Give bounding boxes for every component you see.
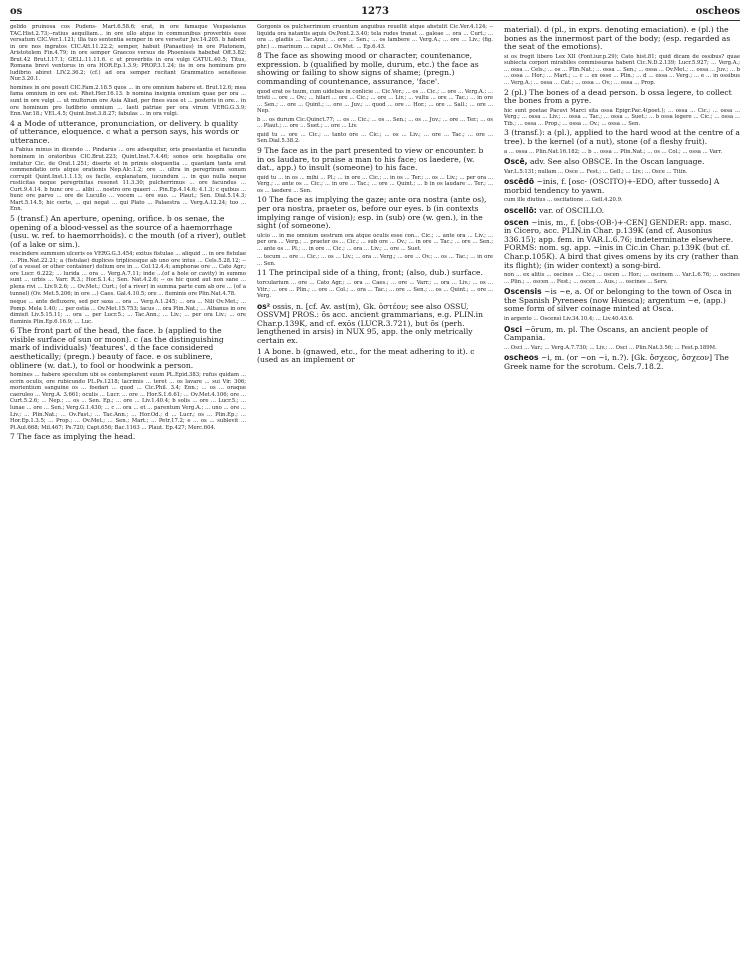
entry-text: ~is ~e, a. Of or belonging to the town of Osca in the Spanish Pyrenees (now Huesca); argentum ~e, (app.) some form of silver coinage minted at Osca. <box>504 287 732 314</box>
sense-definition: 6 The front part of the head, the face. b (applied to the visible surface of sun or moon). c (as the distinguishing mark of individuals) 'features'. d the face considered aesthetically; (pregn.) beauty of face. e os sublinere, oblinere (w. dat.), to fool or hoodwink a person. <box>10 326 224 370</box>
sense-definition: 3 (transf.): a (pl.), applied to the hard wood at the centre of a tree). b the kernel (of a nut), stone (of a fleshy fruit). <box>504 128 740 146</box>
sense-definition: 4 a Mode of utterance, pronunciation, or delivery. b quality of utterance, eloquence. c what a person says, his words or utterance. <box>10 118 240 145</box>
citation-paragraph: si os fregit libero Lex XII (Font.iur.p.29); Cato hist.81; quid dicam de ossibus? quae subiecta corpori mirabiles commissuras habent Cic.N.D.2.139; Lucr.5.927; ... Verg.A.; ... ossa ... Cels.; ... os ... Plin.Nat.; ... ossa ... Sen.; ... ossa ... Ov.Met.; ... ossa ... Juv.; ... b ... ossa ... Hor.; ... Mart.; ... c ... ex osse ... Plin.; ... d ... ossa ... Verg.; ... e ... in ossibus ... Verg.A.; ... ossa ... Cat.; ... ossa ... Ov.; ... ossa ... Prop. <box>504 53 740 86</box>
headword: Oscensis <box>504 287 542 297</box>
citation-paragraph: a Fabius minus in dicendo ... Pindarus ... ore adsequitur, oris praestantia et facundia hominem in oratoribus CIC.Brut.223; Quint.Inst.7.4.46; sonos oris hospitalia ore imitatur Cic. de Orat.1.251; diserte et in primis eloquentia ... quantam tanta erat commendatio oris atque orationis Nep.Alc.1.2; ore ... ultra in peregrinum sonum corrupit Quint.Inst.1.1.13; os facile, explanatum, iucundum ... in quo nulla neque rusticitas neque peregrinitas resonet 11.3.30; pulcherrimus ... ore facundus ... Curt.9.4.14. b hunc ore ... alibi ... nostro ore quaeri ... Pin.Ep.4.14.6; 4.1.3; c quibus ... hunc ore parvo ... ore de Lucullo ... vocem ... ore suo. ... Plaut.; Sen. Dial.5.14.3; Mart.5.14.5; hic certe, ... qui negat ... qui Plato ... Palaestra ... Verg.A.12.24; tuo ... Enn. <box>10 147 246 213</box>
citation-paragraph: ulcio ... in me omnium uestrum ora atque oculis esse con... Cic.; ... ante ora ... Liv.; ... per ora ... Verg.; ... praeter os ... Cic.; ... sub ore ... Ov.; ... in ore ... Tac.; ... ore ... Sen.; ... ante os ... Pl.; ... in ore ... Cic.; ... ora ... Liv.; ... ore ... Suet. <box>257 232 493 252</box>
citation-paragraph: rescindere summum ulceris os VERG.G.3.454; exitus fistulae ... aliquid ... in ore fistulae ... Plin.Nat.22.21; a (fistulae) duplices triplicesque ab uno ore intus ... Cels.5.28.12; -- (of a vessel or other container) dolium ore in ... Col.12.4.4; amphorae ore ... Cato Agr.; ore Lucr. 6.222; ... lurida ... ora ... Verg.A.7.11; inde ...(of a hole or cavity) in summo sunt ... urbis ... Varr. R.3.; Hor.S.1.4.; Sen. Nat.4.2.6; -- os hic quod aut non sane ... plena rivi ... Liv.9.2.6; ... Ov.Met.; Curt.; (of a river) in summa parte cum ab ore ... (of a tunnel) (Ov. Met.5.206; in ore ...) Caes. Gal.4.10.5; ore ... fluminis ore Plin.Nat.4.78. <box>10 251 246 297</box>
citation-paragraph: neque ... ante defluxere, sed per saxa ... ora ... Verg.A.1.245; ... ora ... Nili Ov.Met.; ... Pomp. Mela 1.40; ... per ostia ... Ov.Met.15.753; lacus ... ora Plin.Nat.; ... Albanus in ore dimisit Liv.5.15.11; ... ora ... per Lucr.5.; ... Tac.Ann.; ... Liv.; ... per ora Liv.; ... ore fluminis Plin.Ep.6.16.9; ... Luc. <box>10 299 246 325</box>
entry-lemma <box>504 207 740 216</box>
citation-paragraph: quid tu ... ore ... Cic.; ... tanto ore ... Cic.; ... os ... Liv.; ... ore ... Tac.; ... ore ... Sen.Dial.5.38.2. <box>257 131 493 145</box>
sense-definition: 10 The face as implying the gaze; ante ora nostra (ante os), per ora nostra, praeter os, before our eyes. b (in contexts implying range of vision); esp. in (sub) ore (w. gen.), in the sight (of someone). <box>257 195 487 231</box>
entry-lemma <box>504 288 740 314</box>
headword: oscellō: <box>504 205 537 215</box>
headword: os² <box>257 301 271 311</box>
sense-definition: material). d (pl., in exprs. denoting emaciation). e (pl.) the bones as the innermost part of the body; (esp. regarded as the seat of the emotions). <box>504 25 731 52</box>
citation-paragraph: cum ille diutius ... oscitatione ... Gell.4.20.9. <box>504 197 623 204</box>
sense-definition: 2 (pl.) The bones of a dead person. b ossa legere, to collect the bones from a pyre. <box>504 87 732 106</box>
entry-lemma <box>504 158 740 167</box>
citation-paragraph: Gorgonis os pulcherrimum cruentum anguibus reuellit atque abstulit Cic.Ver.4.124; -- liquida ora natantis aquis Ov.Pont.2.3.40; tela rudes tranat ... galeae ... ora ... Curt.; ... ora ... gladiis ... Tac.Ann.; ... ore ... Sen.; ... os lambere ... Verg.A.; ... ore ... Liv.; (fig. phr.) ... marinum ... caput ... Ov.Met. ... Ep.6.43. <box>257 24 493 50</box>
entry-text: ~i, m. (or ~on ~i, n.?). [Gk. ὄσχεος, ὄσχεον] The Greek name for the scrotum. Cels.7.18.2. <box>504 353 729 371</box>
entry-lemma <box>257 303 493 346</box>
entry-lemma <box>504 178 740 195</box>
citation-paragraph: in argento ... Oscensi Liv.34.10.4; ... Liv.40.43.6. <box>504 315 634 322</box>
citation-paragraph: Var.L.5.131; nullam ... Osce ... Fest.; ... Gell.; ... Liv.; ... Osce ... Titin. <box>504 168 688 175</box>
sense-definition: 11 The principal side of a thing, front; (also, dub.) surface. <box>257 268 483 278</box>
entry-text: ~ōrum, m. pl. The Oscans, an ancient people of Campania. <box>504 324 708 343</box>
citation-paragraph: non ... ex alitis ... oscines ... Cic.; ... oscen ... Hor.; ... oscinem ... Var.L.6.76; ... oscines ... Plin.; ... oscen ... Fest.; ... oscen ... Aus.; ... oscines ... Serv. <box>504 272 740 285</box>
sense-definition: 7 The face as implying the head. <box>10 432 136 442</box>
entry-text: var. of OSCILLO. <box>539 205 605 215</box>
header-rule <box>10 20 740 21</box>
column-left <box>10 24 246 957</box>
page-number: 1273 <box>361 6 389 17</box>
citation-paragraph: torcularium ... ore ... Cato Agr.; ... ora ... Caes.; ... ore ... Varr.; ... ora ... Liv.; ... os ... Vitr.; ... ore ... Plin.; ... ore ... Col.; ... ora ... Tac.; ... ore ... Sen.; ... os ... Quint.; ... ore ... Verg. <box>257 280 493 300</box>
entry-text: ossis, n. [cf. Av. ast(m), Gk. ὀστέον; see also OSSU, OSSVM] PROS.: ŏs acc. ancient grammarians, e.g. PLIN.in Char.p.139K, and cf. exōs (LUCR.3.721), but ŏs (perh. lengthened in arsis) in NUX 95, app. the only metrically certain ex. <box>257 301 483 346</box>
column-middle <box>257 24 493 957</box>
running-head-left: os <box>10 6 23 17</box>
entry-text: ~inis, f. [osc- (OSCITO)+-EDO, after tussedo] A morbid tendency to yawn. <box>504 177 720 195</box>
sense-definition: 8 The face as showing mood or character, countenance, expression. b (qualified by molle, durum, etc.) the face as showing or failing to show signs of shame; (pregn.) commanding of countenance, assurance, 'face'. <box>257 51 479 86</box>
sense-definition: 5 (transf.) An aperture, opening, orifice. b os senae, the opening of a blood-vessel as the source of a haemorrhage (usu. w. ref. to haemorrhoids). c the mouth (of a river), outlet (of a lake or sim.). <box>10 213 246 249</box>
citation-paragraph: homines ... habere speculum ubi os contemplarent suum PL.Epid.383; rufus quidam ... ecrin oculis, ore rubicundo PL.Ps.1218; lacrimis ... teret ... os lavare ... sui Vir. 306; morientium sanguine os ... foedari ... quod ... Cic.Phil. 3.4; Enn.; ... os ... oraque caeruleo ... Verg.A. 3.661; oculis ... Lucr. ... ore ... Hor.S.1.6.61; ... Ov.Met.4.106; ore ... Curt.5.2.6; ... Nep.; ... os ... Sen. Ep.; ... ore ... Liv.1.40.4; b solis ... ore ... Lucr.5.; ... lunae ... ore ... Sen.; Verg.G.1.430; ... c ... ora ... et ... parentum Verg.A.; ... uno ... ore ... Liv.; ... Plin.Nat.; ... Ov.Fast.; ... Tac.Ann.; ... Hor.Od.; d ... Lucr.; os ... Plin.Ep.; ... Hor.Ep.1.3.5; ... Prop.; ... Ov.Met.; ... Sen.; Mart.; ... Petr.17.2; e ... os ... sublevit ... Pl.Aul.668; Mil.467; Ps.720; Capt.656; Bac.1163 ... Plaut. Ep.427; Merc.604. <box>10 372 246 431</box>
entry-text: ~inis, m., f. [obs-(OB-)+-CEN] GENDER: app. masc. in Cicero, acc. PLIN.in Char. p.139K (and cf. Ausonius 336.15); app. fem. in VAR.L.6.76; indeterminate elsewhere. FORMS: nom. sg. app. ~inis in Cic.in Char. p.139K (but cf. Char.p.105K). A bird that gives omens by its cry (rather than its flight); (in wider context) a song-bird. <box>504 217 739 270</box>
entry-text: adv. See also OBSCE. In the Oscan language. <box>529 157 705 167</box>
column-right <box>504 24 740 957</box>
citation-paragraph: ... Osci ... Var.; ... Verg.A.7.730; ... Liv.; ... Osci ... Plin.Nat.3.56; ... Fest.p.189M. <box>504 344 717 351</box>
entry-lemma <box>504 219 740 271</box>
headword: Oscē, <box>504 157 528 167</box>
headword: Osci <box>504 324 523 334</box>
sense-definition: 9 The face as in the part presented to view or encounter. b in os laudare, to praise a man to his face; os laedere, (w. dat., app.) to insult (someone) to his face. <box>257 145 484 173</box>
headword: oscen <box>504 217 529 227</box>
running-head-right: oscheos <box>695 6 740 17</box>
dictionary-columns <box>10 24 740 957</box>
headword: oscēdō <box>504 177 535 187</box>
citation-paragraph: hic sunt poetae Pacuvi Marci sita ossa Epigr.Pac.4(poet.); ... ossa ... Cic.; ... ossa ... Verg.; ... ossa ... Liv.; ... ossa ... Tac.; ... ossa ... Suet.; ... b ossa legere ... Cic.; ... ossa ... Tib.; ... ossa ... Prop.; ... ossa ... Ov.; ... ossa ... Sen. <box>504 107 740 127</box>
citation-paragraph: quid tu ... in os ... mihi ... Pl.; ... in ore ... Cic.; ... in os ... Ter.; ... os ... Liv.; ... per ora ... Verg.; ... ante os ... Cic.; ... in ore ... Tac.; ... ore ... Quint.; ... b in os laudare ... Ter.; ... os ... laedere ... Sen. <box>257 174 493 194</box>
sense-definition: 1 A bone. b (gnawed, etc., for the meat adhering to it). c (used as an implement or <box>257 346 475 365</box>
entry-lemma <box>504 354 740 371</box>
citation-paragraph: homines in ore posuit CIC.Fam.2.18.5 quos ... in ore omnium habere et. Brut.12.6; mea fama omnium in ore est. Rhet.Her.16.13. b nomina insignia omnium quae per ora ... sunt in ore vulgi ... ut multorum ore Asia Aliad, per fines suos et ... posteris in ore... in ore hominum pro ludibrio omnium ... laeti patriae per ora virum VERG.G.3.9; Enn.Var.18.; VEL.4.5; Quint.Inst.3.8.27; fabulas ... in ora vulgi. <box>10 84 246 118</box>
citation-paragraph: gelido pruinosa cos Pudens- Mart.6.58.6; erat, in ore famaque Vespasianus TAC.Hist.2.73;--ratius aequiliam... in ore ullo atque in communibus proverbiis esse versatum CIC.Ver.1.121; illa tuo sententia semper in ore versetur Juv.14.205. b habent in ore nos ingratos CIC.Att.11.22.2; semper, habuit (Panaetius) in ore Platonem, Aristotelem Fin.4.79; in ore semper Graecos versus de Phoenissis habebat Off.3.82; Brut.42 Brut.I.17.1; GELL.11.11.6. c ut proverbiis in ora vulgi CATUL.40.5; Titus, Romana brevi venturus in ora HOR.Ep.1.3.9; PROP.3.1.24; iis in ora hominum pro ludibrio abiret LIV.2.36.2; (cf.) ad ora semper recitant Grammatico sensitesse Nur.3.20.1. <box>10 24 246 83</box>
citation-paragraph: a ... ossa ... Plin.Nat.16.182; ... b ... ossa ... Plin.Nat.; ... os ... Col.; ... ossa ... Varr. <box>504 148 723 155</box>
citation-paragraph: quod erat os tuum, cum uidebas in conlicie ... Cic.Ver.; ... os ... Cic.; ... ore ... Verg.A.; ... tristi ... ore ... Ov.; ... hilari ... ore ... Cic.; ... ore ... Liv.; ... vultu ... ore ... Tac.; ... in ore ... Sen.; ... ore ... Quint.; ... ore ... Juv.; ... quod ... ore ... Hor.; ... ore ... Sall.; ... ore ... Nep. <box>257 88 493 115</box>
citation-paragraph: ... tecum ... ore ... Cic.; ... os ... Liv.; ... ora ... Verg.; ... ore ... Ov.; ... os ... Tac.; ... in ore ... Sen. <box>257 254 493 267</box>
citation-paragraph: b ... os durum Cic.Quinct.77; ... os ... Cic.; ... os ... Sen.; ... os ... Juv.; ... ore ... Ter.; ... os ... Plaut.; ... ore ... Suet.; ... ore ... Liv. <box>257 116 493 130</box>
entry-lemma <box>504 326 740 343</box>
headword: oscheos <box>504 353 539 363</box>
